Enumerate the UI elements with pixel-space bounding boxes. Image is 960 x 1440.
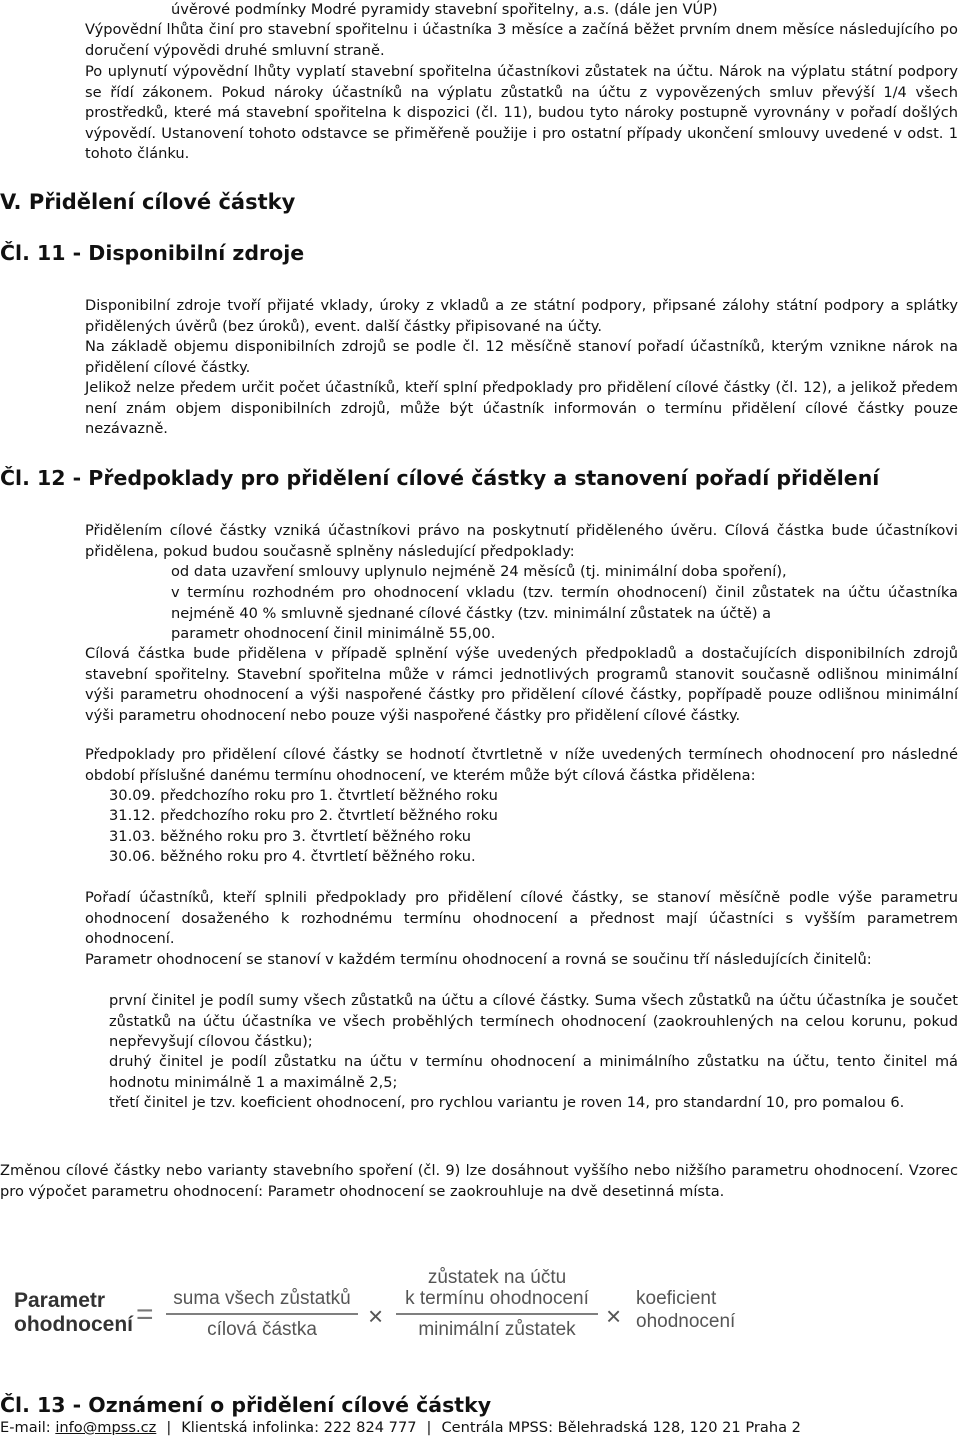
formula-image <box>0 1264 960 1354</box>
formula-frac2-numerator-line2: k termínu ohodnocení <box>405 1288 589 1309</box>
date-value: 30.09. <box>109 787 156 804</box>
intro-line: úvěrové podmínky Modré pyramidy stavební spořitelny, a.s. (dále jen VÚP) <box>171 1 718 18</box>
formula-lhs-line2: ohodnocení <box>14 1313 133 1336</box>
article-11-paragraph-1: Disponibilní zdroje tvoří přijaté vklady, úroky z vkladů a ze státní podpory, připsané zálohy státní podpory a splátky přidělených úvěrů (bez úroků), event. další částky připisované na účty. <box>85 297 958 335</box>
date-description: běžného roku pro 3. čtvrtletí běžného roku <box>160 828 471 845</box>
condition-item: v termínu rozhodném pro ohodnocení vkladu (tzv. termín ohodnocení) činil zůstatek na účtu účastníka nejméně 40 % smluvně sjednané cílové částky (tzv. minimální zůstatek na účtě) a <box>171 584 958 622</box>
article-13-heading: Čl. 13 - Oznámení o přidělení cílové částky <box>0 1393 492 1417</box>
formula-frac1-numerator: suma všech zůstatků <box>173 1288 351 1309</box>
factor-item: první činitel je podíl sumy všech zůstatků na účtu a cílové částky. Suma všech zůstatků na účtu účastníka je součet zůstatků na účtu účastníka ve všech proběhlých termínech ohodnocení (zaokrouhlených na celou korunu, pokud nepřevyšují cílovou částku); <box>109 992 958 1050</box>
formula-lhs-line1: Parametr <box>14 1289 106 1312</box>
article-12-heading: Čl. 12 - Předpoklady pro přidělení cílové částky a stanovení pořadí přidělení <box>0 466 880 490</box>
date-value: 31.12. <box>109 807 156 824</box>
footer-email-link[interactable]: info@mpss.cz <box>55 1419 157 1436</box>
footer-separator: | <box>166 1419 172 1436</box>
section-heading: V. Přidělení cílové částky <box>0 190 296 214</box>
article-11-heading: Čl. 11 - Disponibilní zdroje <box>0 241 305 265</box>
date-description: běžného roku pro 4. čtvrtletí běžného roku. <box>160 848 476 865</box>
formula-frac2-denominator: minimální zůstatek <box>418 1319 576 1340</box>
formula-frac3-numerator: koeficient <box>636 1288 717 1309</box>
formula-equals: = <box>136 1298 154 1331</box>
footer-infoline: Klientská infolinka: 222 824 777 <box>181 1419 417 1436</box>
article-12-paragraph-4: Pořadí účastníků, kteří splnili předpoklady pro přidělení cílové částky, se stanoví měsíčně podle výše parametru ohodnocení dosaženého k rozhodnému termínu ohodnocení a přednost mají účastníci s vyšším parametrem ohodnocení. <box>85 889 958 947</box>
page-footer <box>0 1418 801 1438</box>
footer-email-label: E-mail: <box>0 1419 51 1436</box>
footer-address: Centrála MPSS: Bělehradská 128, 120 21 Praha 2 <box>441 1419 801 1436</box>
article-12-paragraph-6: Změnou cílové částky nebo varianty stavebního spoření (čl. 9) lze dosáhnout vyššího nebo nižšího parametru ohodnocení. Vzorec pro výpočet parametru ohodnocení: Parametr ohodnocení se zaokrouhluje na dvě desetinná místa. <box>0 1162 958 1200</box>
article-11-paragraph-3: Jelikož nelze předem určit počet účastníků, kteří splní předpoklady pro přidělení cílové částky (čl. 12), a jelikož předem není znám objem disponibilních zdrojů, může být účastník informován o termínu přidělení cílové částky pouze nezávazně. <box>85 379 958 437</box>
formula-frac2-numerator-line1: zůstatek na účtu <box>427 1267 567 1288</box>
article-12-paragraph-1: Přidělením cílové částky vzniká účastníkovi právo na poskytnutí přiděleného úvěru. Cílová částka bude účastníkovi přidělena, pokud budou současně splněny následující předpoklady: <box>85 522 958 560</box>
date-item <box>109 806 498 827</box>
date-description: předchozího roku pro 1. čtvrtletí běžného roku <box>160 787 498 804</box>
formula-times: × <box>606 1301 622 1331</box>
date-description: předchozího roku pro 2. čtvrtletí běžného roku <box>160 807 498 824</box>
date-item <box>109 827 471 848</box>
formula-frac3-denominator: ohodnocení <box>636 1311 736 1332</box>
date-value: 31.03. <box>109 828 156 845</box>
condition-item: parametr ohodnocení činil minimálně 55,00. <box>171 625 496 642</box>
date-item <box>109 847 476 868</box>
date-value: 30.06. <box>109 848 156 865</box>
article-12-paragraph-5: Parametr ohodnocení se stanoví v každém termínu ohodnocení a rovná se součinu tří následujících činitelů: <box>85 951 872 968</box>
formula-frac1-denominator: cílová částka <box>207 1319 317 1340</box>
paragraph-payout: Po uplynutí výpovědní lhůty vyplatí stavební spořitelna účastníkovi zůstatek na účtu. Nárok na výplatu státní podpory se řídí zákonem. Pokud nároky účastníků na výplatu zůstatků na účtu z vypovězených smluv převýší 1/4 všech prostředků, které má stavební spořitelna k dispozici (čl. 11), budou tyto nároky postupně vyrovnány v pořadí došlých výpovědí. Ustanovení tohoto odstavce se přiměřeně použije i pro ostatní případy ukončení smlouvy uvedené v odst. 1 tohoto článku. <box>85 63 958 162</box>
footer-separator: | <box>426 1419 432 1436</box>
condition-item: od data uzavření smlouvy uplynulo nejméně 24 měsíců (tj. minimální doba spoření), <box>171 563 787 580</box>
factor-item: třetí činitel je tzv. koeficient ohodnocení, pro rychlou variantu je roven 14, pro standardní 10, pro pomalou 6. <box>109 1094 905 1111</box>
factor-item: druhý činitel je podíl zůstatku na účtu v termínu ohodnocení a minimálního zůstatku na účtu, tento činitel má hodnotu minimálně 1 a maximálně 2,5; <box>109 1053 958 1091</box>
article-12-paragraph-2: Cílová částka bude přidělena v případě splnění výše uvedených předpokladů a dostačujících disponibilních zdrojů stavební spořitelny. Stavební spořitelna může v rámci jednotlivých programů stanovit současně odlišnou minimální výši parametru ohodnocení a výši naspořené částky pro přidělení cílové částky, popřípadě pouze odlišnou minimální výši parametru ohodnocení nebo pouze výši naspořené částky pro přidělení cílové částky. <box>85 645 958 724</box>
paragraph-notice-period: Výpovědní lhůta činí pro stavební spořitelnu i účastníka 3 měsíce a začíná běžet prvním dnem měsíce následujícího po doručení výpovědi druhé smluvní straně. <box>85 21 958 59</box>
article-11-paragraph-2: Na základě objemu disponibilních zdrojů se podle čl. 12 měsíčně stanoví pořadí účastníků, kterým vznikne nárok na přidělení cílové částky. <box>85 338 958 376</box>
formula-times: × <box>368 1301 384 1331</box>
date-item <box>109 786 498 807</box>
article-12-paragraph-3: Předpoklady pro přidělení cílové částky se hodnotí čtvrtletně v níže uvedených termínech ohodnocení pro následné období příslušné danému termínu ohodnocení, ve kterém může být cílová částka přidělena: <box>85 746 958 784</box>
